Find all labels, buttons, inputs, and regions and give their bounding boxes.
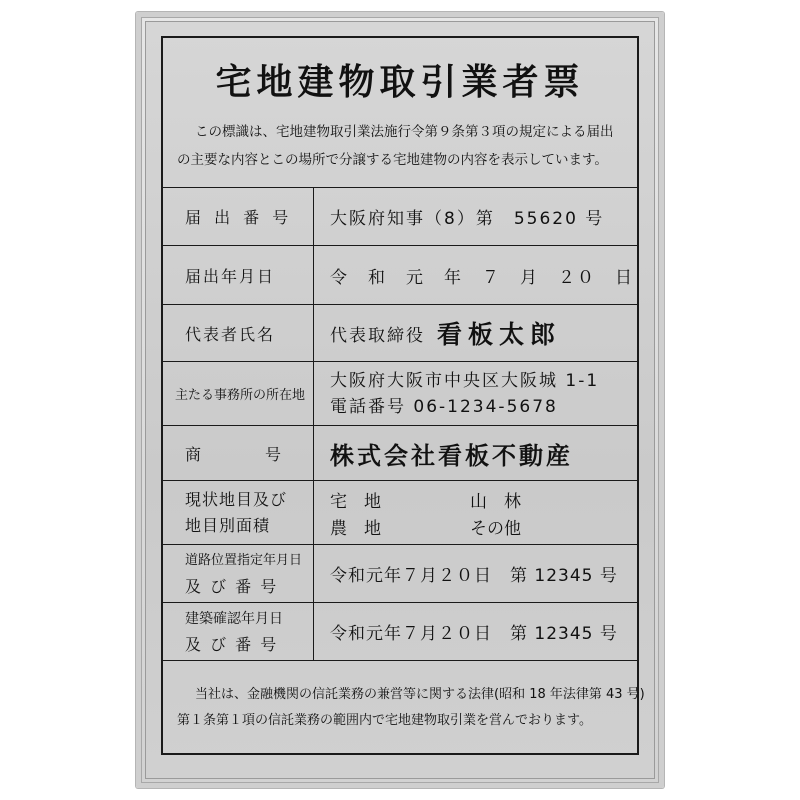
label-building-confirmation xyxy=(163,603,314,660)
land-residential: 宅 地 xyxy=(330,491,381,512)
land-farm: 農 地 xyxy=(330,518,381,539)
footer-line-2: 第１条第１項の信託業務の範囲内で宅地建物取引業を営んでおります。 xyxy=(177,713,592,728)
table-row xyxy=(163,481,637,545)
intro-line-2: の主要な内容とこの場所で分譲する宅地建物の内容を表示しています。 xyxy=(177,152,608,168)
value-representative xyxy=(314,305,637,361)
road-label-line-2: 及 び 番 号 xyxy=(185,576,279,596)
sign-title: 宅地建物取引業者票 xyxy=(215,62,585,103)
label-main-office: 主たる事務所の所在地 xyxy=(163,362,314,425)
value-building-confirmation: 令和元年７月２０日 第 12345 号 xyxy=(330,624,618,644)
value-land-category xyxy=(314,481,637,544)
representative-name: 看板太郎 xyxy=(437,320,562,349)
representative-title: 代表取締役 xyxy=(330,325,425,346)
table-row xyxy=(163,603,637,661)
label-registration-number: 届 出 番 号 xyxy=(163,188,314,245)
table-row xyxy=(163,426,637,481)
road-label-line-1: 道路位置指定年月日 xyxy=(185,552,303,568)
land-grid xyxy=(330,487,570,539)
footer-text xyxy=(177,682,645,734)
table-row xyxy=(163,188,637,246)
value-registration-number: 大阪府知事（8）第 55620 号 xyxy=(330,209,605,229)
land-label-line-1: 現状地目及び xyxy=(185,489,288,509)
office-phone: 電話番号 06-1234-5678 xyxy=(330,396,558,417)
table-row xyxy=(163,362,637,426)
info-table xyxy=(163,187,637,661)
label-representative: 代表者氏名 xyxy=(163,305,314,361)
value-main-office xyxy=(314,362,637,425)
land-forest: 山 林 xyxy=(470,491,521,512)
building-label-line-2: 及 び 番 号 xyxy=(185,634,279,654)
land-label-line-2: 地目別面積 xyxy=(185,515,271,535)
label-road-designation xyxy=(163,545,314,602)
office-address: 大阪府大阪市中央区大阪城 1-1 xyxy=(330,370,600,391)
table-row xyxy=(163,545,637,603)
value-road-designation: 令和元年７月２０日 第 12345 号 xyxy=(330,566,618,586)
label-land-category xyxy=(163,481,314,544)
label-registration-date: 届出年月日 xyxy=(163,246,314,304)
intro-line-1: この標識は、宅地建物取引業法施行令第９条第３項の規定による届出 xyxy=(195,124,614,140)
value-registration-date: 令 和 元 年 ７ 月 ２０ 日 xyxy=(330,267,634,288)
footer-line-1: 当社は、金融機関の信託業務の兼営等に関する法律(昭和 18 年法律第 43 号) xyxy=(195,687,645,702)
land-other: その他 xyxy=(470,518,521,539)
building-label-line-1: 建築確認年月日 xyxy=(185,610,283,627)
table-row xyxy=(163,305,637,362)
value-trade-name: 株式会社看板不動産 xyxy=(330,441,573,470)
label-trade-name: 商 号 xyxy=(163,426,314,480)
sign-board xyxy=(161,36,645,755)
table-row xyxy=(163,246,637,305)
intro-text xyxy=(177,118,627,174)
